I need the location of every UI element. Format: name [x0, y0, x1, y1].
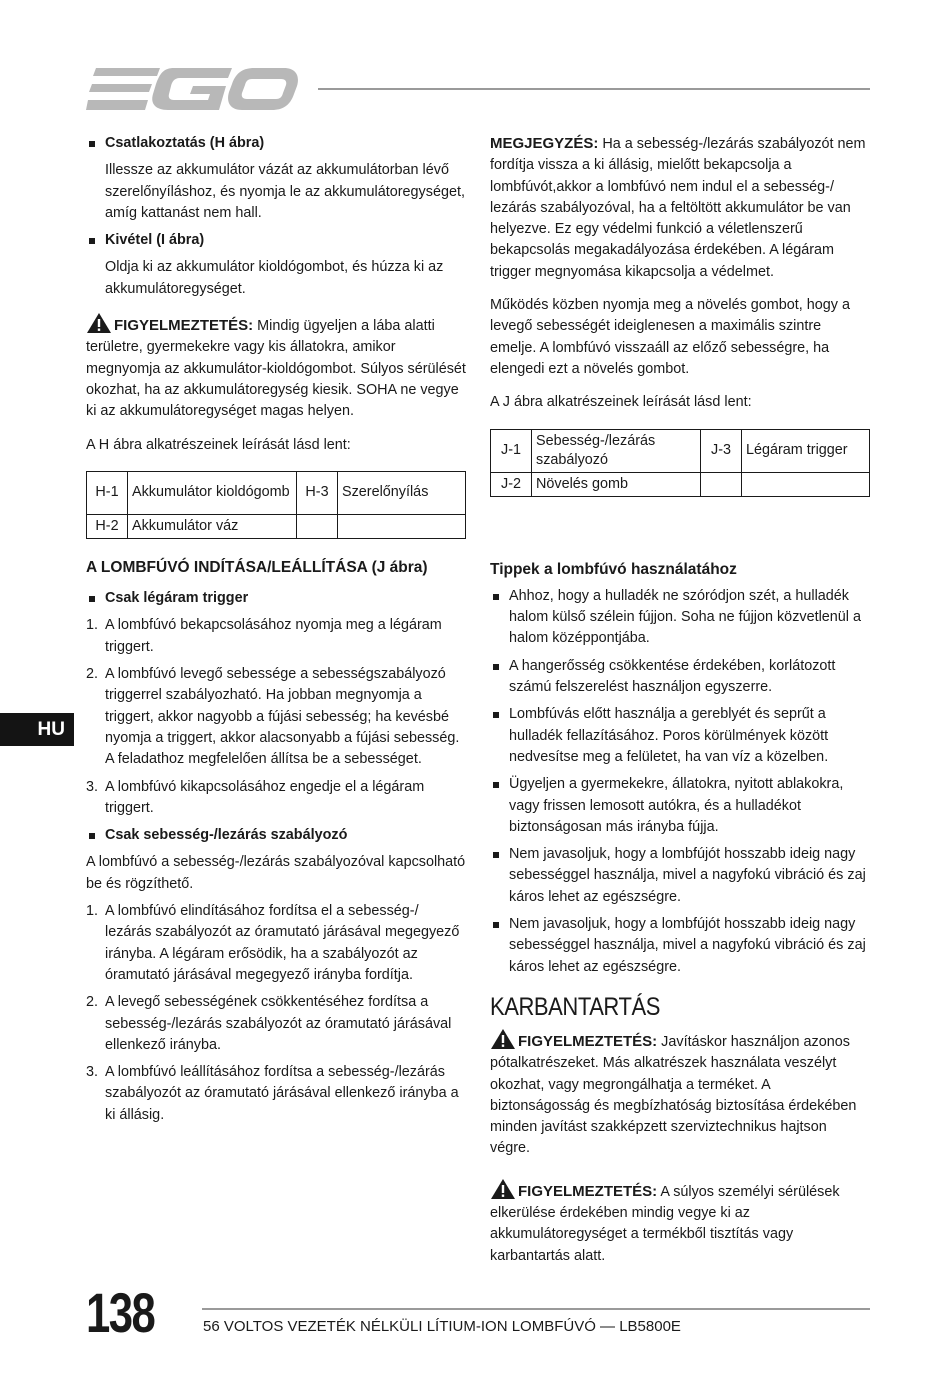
table-cell: Sebesség-/lezárás szabályozó — [532, 429, 701, 472]
table-j-intro: A J ábra alkatrészeinek leírását lásd lent: — [490, 394, 752, 411]
warning-triangle-icon — [490, 1178, 516, 1200]
table-cell: J-2 — [491, 472, 532, 496]
ego-logo — [86, 64, 298, 114]
table-row — [87, 471, 466, 514]
table-cell: H-3 — [297, 471, 338, 514]
table-row — [491, 429, 870, 472]
table-cell — [297, 514, 338, 538]
footer-title: 56 VOLTOS VEZETÉK NÉLKÜLI LÍTIUM-ION LOMBFÚVÓ — LB5800E — [203, 1318, 681, 1335]
tips-heading: Tippek a lombfúvó használatához — [490, 560, 737, 578]
right-column — [490, 133, 870, 1267]
lock-intro: A lombfúvó a sebesség-/lezárás szabályozóval kapcsolható be és rögzíthető. — [86, 854, 466, 892]
page-number: 138 — [86, 1281, 155, 1344]
connect-text: Illessze az akkumulátor vázát az akkumulátorban lévő szerelőnyíláshoz, és nyomja le az akkumulátoregységet, amíg kattanást nem hall. — [105, 162, 465, 221]
step-text: A lombfúvó kikapcsolásához engedje el a légáram triggert. — [105, 778, 425, 816]
table-cell: J-3 — [701, 429, 742, 472]
parts-table-j — [490, 429, 870, 497]
step-number: 1. — [86, 903, 99, 920]
list-item: Lombfúvás előtt használja a gereblyét és seprűt a hulladék fellazításához. Poros körülmények között nedvesítse meg a felületet, ha van víz a közelben. — [490, 704, 870, 768]
step-text: A levegő sebességének csökkentéséhez fordítsa a sebesség-/lezárás szabályozót az óramutató járásával ellenkező irányba. — [105, 994, 452, 1053]
trigger-steps — [86, 615, 466, 819]
maintenance-heading: KARBANTARTÁS — [490, 992, 660, 1021]
step-number: 2. — [86, 666, 99, 683]
table-cell: Szerelőnyílás — [338, 471, 466, 514]
step-number: 3. — [86, 1064, 99, 1081]
warning-text: Mindig ügyeljen a lába alatti területre, gyermekekre vagy kis állatokra, amikor megnyomja az akkumulátor-kioldógombot. Súlyos sérülését okozhat, ha az akkumulátoregység kiesik. SOHA ne vegye ki az akkumulátoregységet magas helyen. — [86, 318, 466, 420]
step-text: A lombfúvó elindításához fordítsa el a sebesség-/ lezárás szabályozót az óramutató járásával megegyező irányba. A légáram erősödik, ha a szabályozót az óramutató járásával megegyező irányba fordítja. — [105, 903, 460, 983]
table-cell: J-1 — [491, 429, 532, 472]
list-item — [86, 777, 466, 820]
warning-text: Javításkor használjon azonos pótalkatrészeket. Más alkatrészek használata veszélyt okozhat, vagy megrongálhatja a terméket. A biztonságosság és megbízhatóság biztosítása érdekében minden javítást szakképzett szerviztechnikus hajtson végre. — [490, 1033, 857, 1157]
left-column — [86, 133, 466, 1126]
lock-steps — [86, 901, 466, 1126]
warning-maintenance-battery — [490, 1178, 870, 1267]
footer-rule — [202, 1308, 870, 1310]
table-cell: Akkumulátor kioldógomb — [128, 471, 297, 514]
list-item — [86, 901, 466, 986]
table-row — [87, 514, 466, 538]
remove-text: Oldja ki az akkumulátor kioldógombot, és húzza ki az akkumulátoregységet. — [105, 259, 444, 297]
step-text: A lombfúvó levegő sebessége a sebességszabályozó triggerrel szabályozható. Ha jobban megnyomja a triggert, akkor nagyobb a fújási sebesség; ha kevésbé nyomja a triggert, akkor alacsonyabb a fújási sebesség. A feladathoz megfelelően állítsa be a sebességet. — [105, 666, 460, 768]
table-cell: Légáram trigger — [742, 429, 870, 472]
header-rule — [318, 88, 870, 90]
table-cell: Növelés gomb — [532, 472, 701, 496]
warning-label: FIGYELMEZTETÉS: — [114, 317, 254, 335]
table-cell: H-1 — [87, 471, 128, 514]
warning-label: FIGYELMEZTETÉS: — [518, 1032, 658, 1050]
trigger-only-title: Csak légáram trigger — [86, 588, 466, 609]
table-cell — [701, 472, 742, 496]
warning-text: A súlyos személyi sérülések elkerülése érdekében mindig vegye ki az akkumulátoregységet a termékből tisztítás vagy karbantartás alatt. — [490, 1183, 840, 1264]
warning-triangle-icon — [86, 312, 112, 334]
list-item: Nem javasoljuk, hogy a lombfújót hosszabb ideig nagy sebességgel használja, mivel a nagyfokú vibráció és zaj káros lehet az egészségre. — [490, 844, 870, 908]
note-label: MEGJEGYZÉS: — [490, 135, 599, 152]
table-row — [491, 472, 870, 496]
step-number: 2. — [86, 994, 99, 1011]
step-text: A lombfúvó bekapcsolásához nyomja meg a légáram triggert. — [105, 617, 442, 655]
table-cell — [742, 472, 870, 496]
start-stop-heading: A LOMBFÚVÓ INDÍTÁSA/LEÁLLÍTÁSA (J ábra) — [86, 558, 428, 576]
step-text: A lombfúvó leállításához fordítsa a sebesség-/lezárás szabályozót az óramutató járásával ellenkező irányba a ki állásig. — [105, 1064, 459, 1123]
note-paragraph — [490, 133, 870, 283]
list-item: A hangerősség csökkentése érdekében, korlátozott számú felszerelést használjon egyszerre. — [490, 656, 870, 699]
list-item: Ügyeljen a gyermekekre, állatokra, nyitott ablakokra, vagy frissen lemosott autókra, és a hulladékot biztonságosan más irányba fújja. — [490, 774, 870, 838]
list-item — [86, 664, 466, 770]
warning-label: FIGYELMEZTETÉS: — [518, 1182, 658, 1200]
warning-triangle-icon — [490, 1028, 516, 1050]
lock-only-title: Csak sebesség-/lezárás szabályozó — [86, 825, 466, 846]
list-item: Ahhoz, hogy a hulladék ne szóródjon szét, a hulladék halom külső szélein fújjon. Soha ne fújjon közvetlenül a halom középpontjába. — [490, 586, 870, 650]
boost-paragraph: Működés közben nyomja meg a növelés gombot, hogy a levegő sebességét ideiglenesen a maximális szintre emelje. A lombfúvó visszaáll az előző sebességre, ha elengedi ezt a növelés gombot. — [490, 297, 850, 377]
table-cell: H-2 — [87, 514, 128, 538]
remove-title: Kivétel (I ábra) — [86, 230, 466, 251]
list-item: Nem javasoljuk, hogy a lombfújót hosszabb ideig nagy sebességgel használja, mivel a nagyfokú vibráció és zaj káros lehet az egészségre. — [490, 914, 870, 978]
parts-table-h — [86, 471, 466, 539]
connect-title: Csatlakoztatás (H ábra) — [86, 133, 466, 154]
warning-maintenance-parts — [490, 1028, 870, 1160]
table-cell — [338, 514, 466, 538]
language-tab: HU — [0, 713, 74, 746]
step-number: 3. — [86, 778, 99, 795]
table-h-intro: A H ábra alkatrészeinek leírását lásd lent: — [86, 436, 351, 453]
step-number: 1. — [86, 617, 99, 634]
list-item — [86, 992, 466, 1056]
list-item — [86, 1062, 466, 1126]
warning-battery-removal — [86, 312, 466, 422]
list-item — [86, 615, 466, 658]
tips-list — [490, 586, 870, 978]
table-cell: Akkumulátor váz — [128, 514, 297, 538]
note-text: Ha a sebesség-/lezárás szabályozót nem fordítja vissza a ki állásig, mielőtt bekapcsolja a lombfúvót,akkor a lombfúvó nem indul el a sebesség-/ lezárás szabályozóval, ha a feltöltött akkumulátor be van helyezve. Ez egy védelmi funkció a véletlenszerű bekapcsolás megakadályozása érdekében. A légáram trigger megnyomása kikapcsolja a védelmet. — [490, 136, 866, 280]
